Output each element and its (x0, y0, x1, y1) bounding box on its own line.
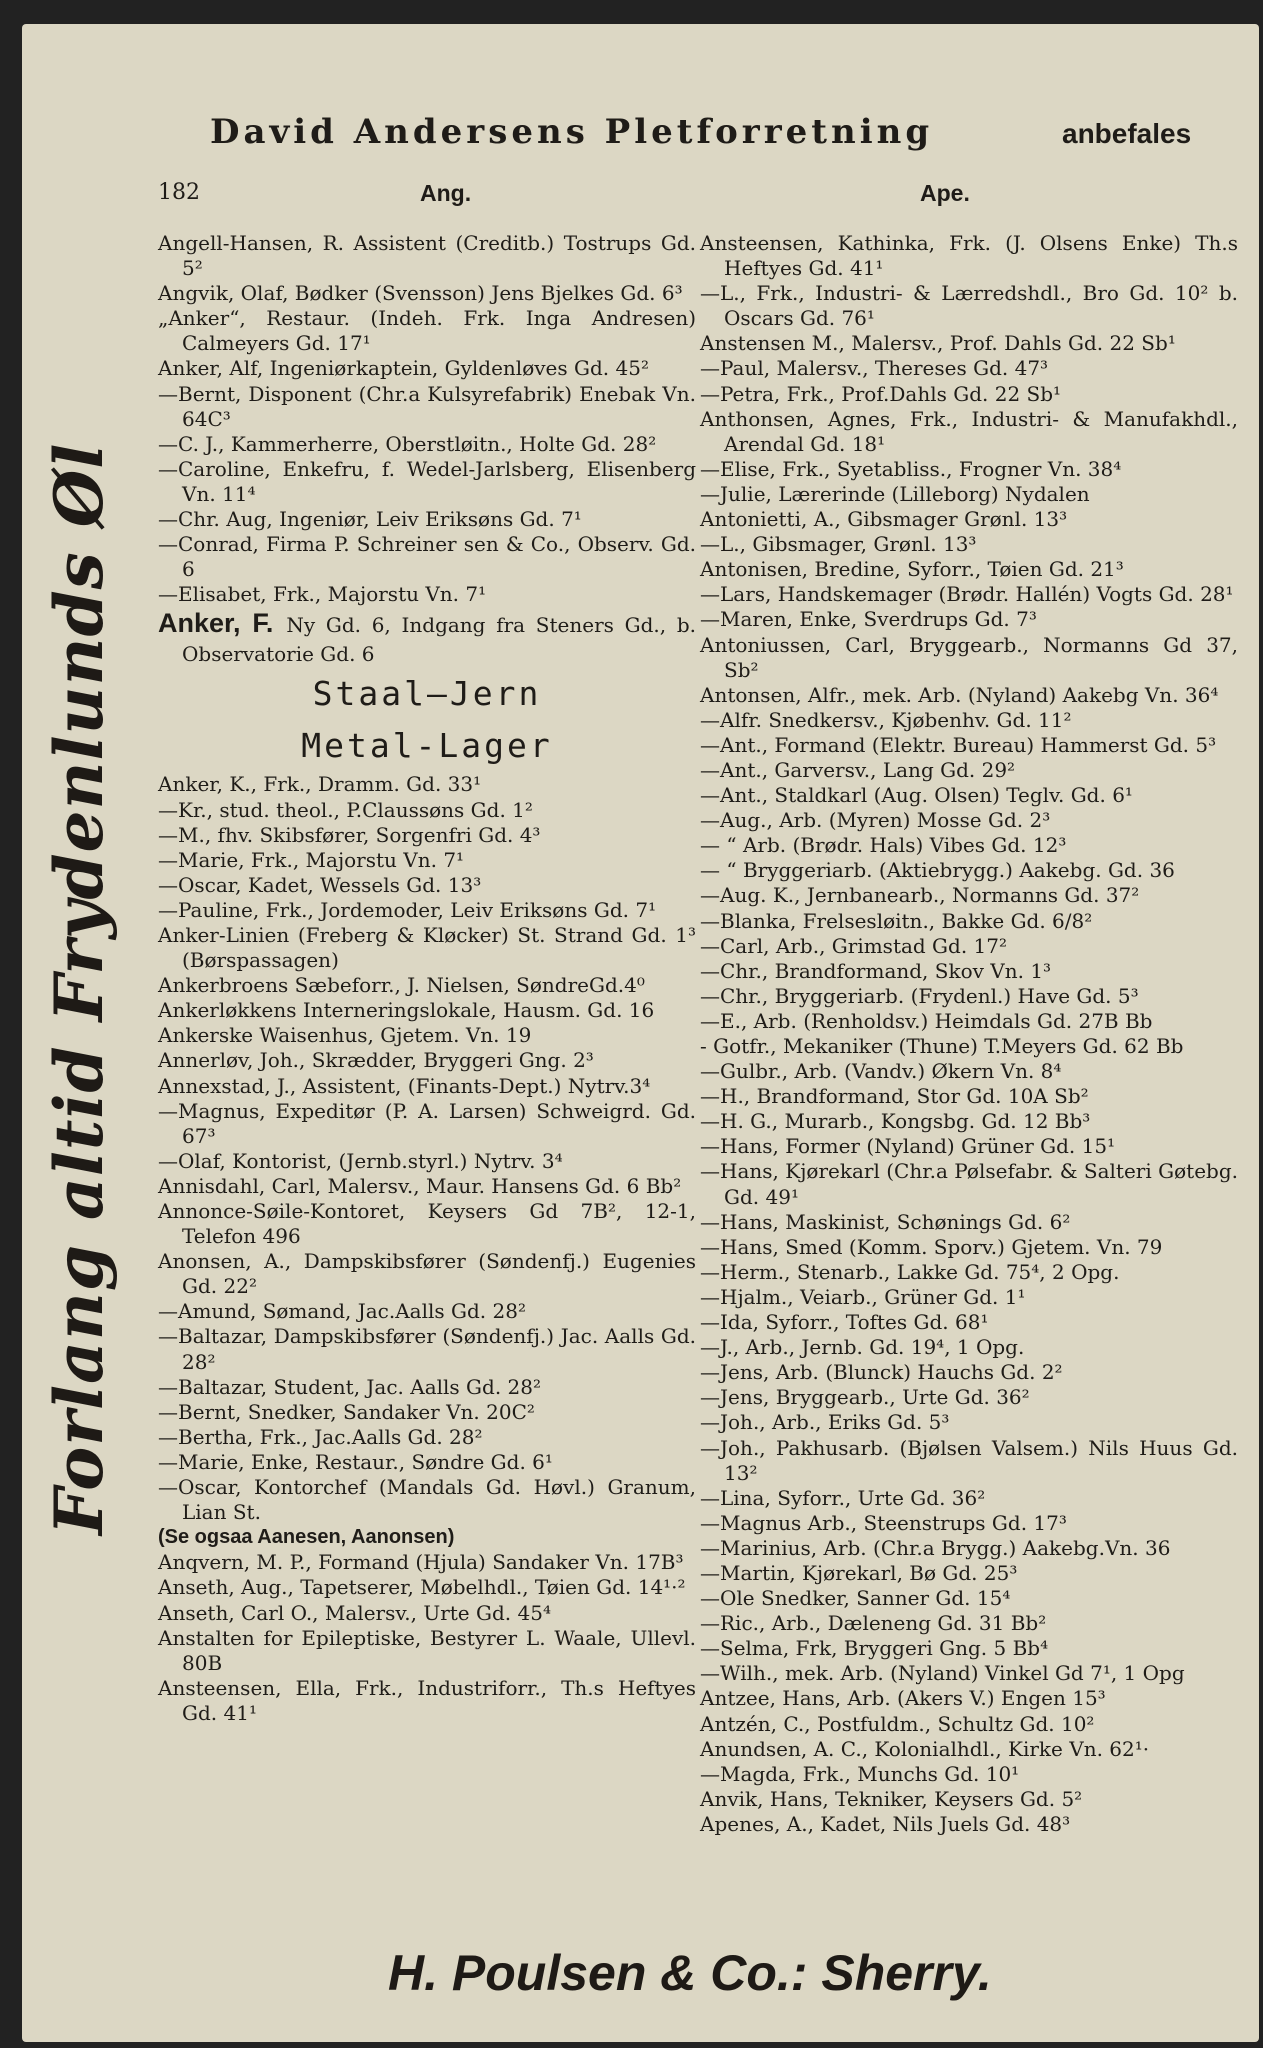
directory-entry: Anstalten for Epileptiske, Bestyrer L. Waale, Ullevl. 80B (158, 1625, 696, 1675)
directory-entry: —Carl, Arb., Grimstad Gd. 17² (700, 933, 1008, 958)
directory-entry: —Maren, Enke, Sverdrups Gd. 7³ (700, 607, 1037, 632)
left-entry-list-2 (158, 772, 696, 1726)
directory-entry: —Joh., Arb., Eriks Gd. 5³ (700, 1410, 950, 1435)
directory-entry: Antzee, Hans, Arb. (Akers V.) Engen 15³ (700, 1686, 1106, 1711)
directory-entry: Anker, Alf, Ingeniørkaptein, Gyldenløves Gd. 45² (158, 356, 649, 381)
right-column-keyword: Ape. (920, 180, 970, 206)
right-column (700, 231, 1238, 1837)
directory-entry: Ankerløkkens Interneringslokale, Hausm. Gd. 16 (158, 998, 655, 1023)
directory-entry: —Hjalm., Veiarb., Grüner Gd. 1¹ (700, 1284, 1026, 1309)
directory-entry: Anqvern, M. P., Formand (Hjula) Sandaker Vn. 17B³ (158, 1550, 684, 1575)
directory-entry: —Aug. K., Jernbanearb., Normanns Gd. 37² (700, 883, 1140, 908)
anker-f-ad-line-2: Metal-Lager (301, 726, 553, 766)
anker-f-address: Ny Gd. 6, Indgang fra Steners Gd., b. Observatorie Gd. 6 (182, 613, 696, 667)
directory-entry: —Magda, Frk., Munchs Gd. 10¹ (700, 1761, 1020, 1786)
directory-entry: —Lina, Syforr., Urte Gd. 36² (700, 1485, 986, 1510)
directory-entry: —Ant., Garversv., Lang Gd. 29² (700, 757, 1016, 782)
directory-entry: —L., Frk., Industri- & Lærredshdl., Bro Gd. 10² b. Oscars Gd. 76¹ (700, 281, 1238, 331)
directory-entry: Angell-Hansen, R. Assistent (Creditb.) Tostrups Gd. 5² (158, 231, 696, 281)
directory-entry: —C. J., Kammerherre, Oberstløitn., Holte Gd. 28² (158, 431, 657, 456)
right-entry-list (700, 231, 1238, 1837)
directory-entry: Antzén, C., Postfuldm., Schultz Gd. 10² (700, 1711, 1095, 1736)
bottom-advertisement: H. Poulsen & Co.: Sherry. (388, 1945, 992, 2001)
left-column-keyword: Ang. (420, 180, 472, 206)
directory-entry: Antonietti, A., Gibsmager Grønl. 13³ (700, 507, 1068, 532)
directory-entry: —L., Gibsmager, Grønl. 13³ (700, 532, 977, 557)
directory-entry: Apenes, A., Kadet, Nils Juels Gd. 48³ (700, 1811, 1071, 1836)
directory-entry: Anker-Linien (Freberg & Kløcker) St. Strand Gd. 1³ (Børspassagen) (158, 922, 696, 973)
directory-entry: —Baltazar, Student, Jac. Aalls Gd. 28² (158, 1374, 542, 1399)
directory-entry: —Olaf, Kontorist, (Jernb.styrl.) Nytrv. 3⁴ (158, 1148, 563, 1173)
top-advertisement: David Andersens Pletforretning (210, 112, 934, 152)
directory-entry: —Aug., Arb. (Myren) Mosse Gd. 2³ (700, 808, 1051, 833)
directory-entry: —Alfr. Snedkersv., Kjøbenhv. Gd. 11² (700, 707, 1072, 732)
directory-entry: —Chr., Bryggeriarb. (Frydenl.) Have Gd. 5³ (700, 983, 1139, 1008)
directory-entry: —Marinius, Arb. (Chr.a Brygg.) Aakebg.Vn. 36 (700, 1535, 1171, 1560)
directory-entry: Anseth, Aug., Tapetserer, Møbelhdl., Tøien Gd. 14¹·² (158, 1575, 686, 1600)
directory-entry: —Marie, Enke, Restaur., Søndre Gd. 6¹ (158, 1449, 553, 1474)
directory-entry: —Elisabet, Frk., Majorstu Vn. 7¹ (158, 582, 487, 607)
anker-f-entry (158, 609, 696, 668)
directory-entry: Anonsen, A., Dampskibsfører (Søndenfj.) Eugenies Gd. 22² (158, 1249, 696, 1299)
directory-entry: —Gulbr., Arb. (Vandv.) Økern Vn. 8⁴ (700, 1059, 1062, 1084)
directory-entry: Annonce-Søile-Kontoret, Keysers Gd 7B², 12-1, Telefon 496 (158, 1199, 696, 1249)
directory-entry: —Lars, Handskemager (Brødr. Hallén) Vogts Gd. 28¹ (700, 582, 1234, 607)
directory-entry: —Magnus, Expeditør (P. A. Larsen) Schweigrd. Gd. 67³ (158, 1098, 696, 1148)
directory-entry: —Elise, Frk., Syetabliss., Frogner Vn. 38⁴ (700, 456, 1122, 481)
directory-entry: —Ant., Formand (Elektr. Bureau) Hammerst Gd. 5³ (700, 732, 1217, 757)
directory-entry: „Anker“, Restaur. (Indeh. Frk. Inga Andresen) Calmeyers Gd. 17¹ (158, 306, 696, 356)
anker-f-name: Anker, F. (158, 608, 274, 639)
directory-entry: —Bertha, Frk., Jac.Aalls Gd. 28² (158, 1424, 483, 1449)
directory-entry: Anvik, Hans, Tekniker, Keysers Gd. 5² (700, 1786, 1083, 1811)
directory-entry: —Julie, Lærerinde (Lilleborg) Nydalen (700, 481, 1090, 506)
directory-entry: —Ida, Syforr., Toftes Gd. 68¹ (700, 1310, 989, 1335)
directory-entry: —H., Brandformand, Stor Gd. 10A Sb² (700, 1084, 1089, 1109)
directory-entry: —Selma, Frk, Bryggeri Gng. 5 Bb⁴ (700, 1636, 1049, 1661)
anker-f-ad-line-1: Staal—Jern (312, 674, 542, 714)
directory-entry: - Gotfr., Mekaniker (Thune) T.Meyers Gd. 62 Bb (700, 1034, 1184, 1058)
directory-entry: —Oscar, Kontorchef (Mandals Gd. Høvl.) Granum, Lian St. (158, 1475, 696, 1525)
directory-entry: —Ric., Arb., Dæleneng Gd. 31 Bb² (700, 1611, 1047, 1636)
directory-entry: —Ole Snedker, Sanner Gd. 15⁴ (700, 1586, 1011, 1611)
directory-entry: —Herm., Stenarb., Lakke Gd. 75⁴, 2 Opg. (700, 1259, 1120, 1284)
left-column (158, 231, 696, 1726)
directory-entry: —Jens, Arb. (Blunck) Hauchs Gd. 2² (700, 1360, 1063, 1385)
directory-entry: —Conrad, Firma P. Schreiner sen & Co., Observ. Gd. 6 (158, 532, 696, 582)
directory-entry: —Baltazar, Dampskibsfører (Søndenfj.) Jac. Aalls Gd. 28² (158, 1324, 696, 1374)
directory-entry: —Hans, Smed (Komm. Sporv.) Gjetem. Vn. 79 (700, 1234, 1163, 1259)
directory-entry: —Chr., Brandformand, Skov Vn. 1³ (700, 958, 1052, 983)
directory-entry: —Hans, Former (Nyland) Grüner Gd. 15¹ (700, 1134, 1116, 1159)
directory-entry: Anstensen M., Malersv., Prof. Dahls Gd. 22 Sb¹ (700, 331, 1176, 356)
directory-entry: —Hans, Maskinist, Schønings Gd. 6² (700, 1209, 1071, 1234)
directory-entry: —Kr., stud. theol., P.Claussøns Gd. 1² (158, 797, 533, 822)
directory-entry: —Caroline, Enkefru, f. Wedel-Jarlsberg, Elisenberg Vn. 11⁴ (158, 456, 696, 506)
directory-entry: —Bernt, Disponent (Chr.a Kulsyrefabrik) Enebak Vn. 64C³ (158, 381, 696, 431)
directory-entry: Ankerske Waisenhus, Gjetem. Vn. 19 (158, 1023, 532, 1048)
directory-entry: —J., Arb., Jernb. Gd. 19⁴, 1 Opg. (700, 1335, 1025, 1360)
directory-entry: Ankerbroens Sæbeforr., J. Nielsen, SøndreGd.4⁰ (158, 973, 645, 998)
directory-entry: —H. G., Murarb., Kongsbg. Gd. 12 Bb³ (700, 1109, 1091, 1134)
directory-entry: Annexstad, J., Assistent, (Finants-Dept.) Nytrv.3⁴ (158, 1073, 651, 1098)
directory-entry: —Marie, Frk., Majorstu Vn. 7¹ (158, 847, 465, 872)
directory-entry: —E., Arb. (Renholdsv.) Heimdals Gd. 27B Bb (700, 1008, 1153, 1033)
directory-entry: —Ant., Staldkarl (Aug. Olsen) Teglv. Gd. 6¹ (700, 783, 1133, 808)
directory-entry: —Joh., Pakhusarb. (Bjølsen Valsem.) Nils Huus Gd. 13² (700, 1435, 1238, 1485)
directory-entry: Anundsen, A. C., Kolonialhdl., Kirke Vn. 62¹· (700, 1736, 1150, 1761)
page-number: 182 (158, 180, 200, 205)
directory-entry: —Martin, Kjørekarl, Bø Gd. 25³ (700, 1560, 1018, 1585)
directory-entry: —Jens, Bryggearb., Urte Gd. 36² (700, 1385, 1030, 1410)
directory-entry: — “ Arb. (Brødr. Hals) Vibes Gd. 12³ (700, 833, 1067, 858)
directory-entry: Ansteensen, Kathinka, Frk. (J. Olsens Enke) Th.s Heftyes Gd. 41¹ (700, 231, 1238, 281)
side-advertisement: Forlang altid Frydenlunds Øl (40, 442, 118, 1535)
directory-entry: —Amund, Sømand, Jac.Aalls Gd. 28² (158, 1299, 526, 1324)
directory-entry: Anker, K., Frk., Dramm. Gd. 33¹ (158, 772, 482, 797)
directory-entry: Annerløv, Joh., Skrædder, Bryggeri Gng. 2³ (158, 1048, 594, 1073)
directory-entry: Ansteensen, Ella, Frk., Industriforr., Th.s Heftyes Gd. 41¹ (158, 1675, 696, 1725)
directory-entry: —Bernt, Snedker, Sandaker Vn. 20C² (158, 1399, 535, 1424)
directory-entry: —Petra, Frk., Prof.Dahls Gd. 22 Sb¹ (700, 381, 1062, 406)
directory-entry: —Wilh., mek. Arb. (Nyland) Vinkel Gd 7¹, 1 Opg (700, 1661, 1185, 1686)
directory-entry: —Hans, Kjørekarl (Chr.a Pølsefabr. & Salteri Gøtebg. Gd. 49¹ (700, 1159, 1238, 1209)
directory-entry: —Oscar, Kadet, Wessels Gd. 13³ (158, 872, 482, 897)
directory-entry: Antonsen, Alfr., mek. Arb. (Nyland) Aakebg Vn. 36⁴ (700, 682, 1219, 707)
left-entry-list (158, 231, 696, 607)
directory-entry: —Chr. Aug, Ingeniør, Leiv Eriksøns Gd. 7¹ (158, 507, 582, 532)
directory-entry: Antonisen, Bredine, Syforr., Tøien Gd. 21³ (700, 557, 1124, 582)
directory-entry: —Paul, Malersv., Thereses Gd. 47³ (700, 356, 1049, 381)
directory-entry: —Blanka, Frelsesløitn., Bakke Gd. 6/8² (700, 908, 1093, 933)
directory-entry: Anthonsen, Agnes, Frk., Industri- & Manufakhdl., Arendal Gd. 18¹ (700, 406, 1238, 456)
directory-entry: Angvik, Olaf, Bødker (Svensson) Jens Bjelkes Gd. 6³ (158, 281, 683, 306)
directory-entry: Annisdahl, Carl, Malersv., Maur. Hansens Gd. 6 Bb² (158, 1173, 682, 1198)
directory-entry: —Pauline, Frk., Jordemoder, Leiv Eriksøns Gd. 7¹ (158, 897, 657, 922)
directory-entry: — “ Bryggeriarb. (Aktiebrygg.) Aakebg. Gd. 36 (700, 858, 1175, 883)
directory-entry: —M., fhv. Skibsfører, Sorgenfri Gd. 4³ (158, 822, 541, 847)
directory-entry: —Magnus Arb., Steenstrups Gd. 17³ (700, 1510, 1067, 1535)
directory-entry: (Se ogsaa Aanesen, Aanonsen) (158, 1526, 455, 1549)
directory-entry: Antoniussen, Carl, Bryggearb., Normanns Gd 37, Sb² (700, 632, 1238, 682)
top-advertisement-tail: anbefales (1062, 118, 1192, 149)
directory-entry: Anseth, Carl O., Malersv., Urte Gd. 45⁴ (158, 1600, 551, 1625)
